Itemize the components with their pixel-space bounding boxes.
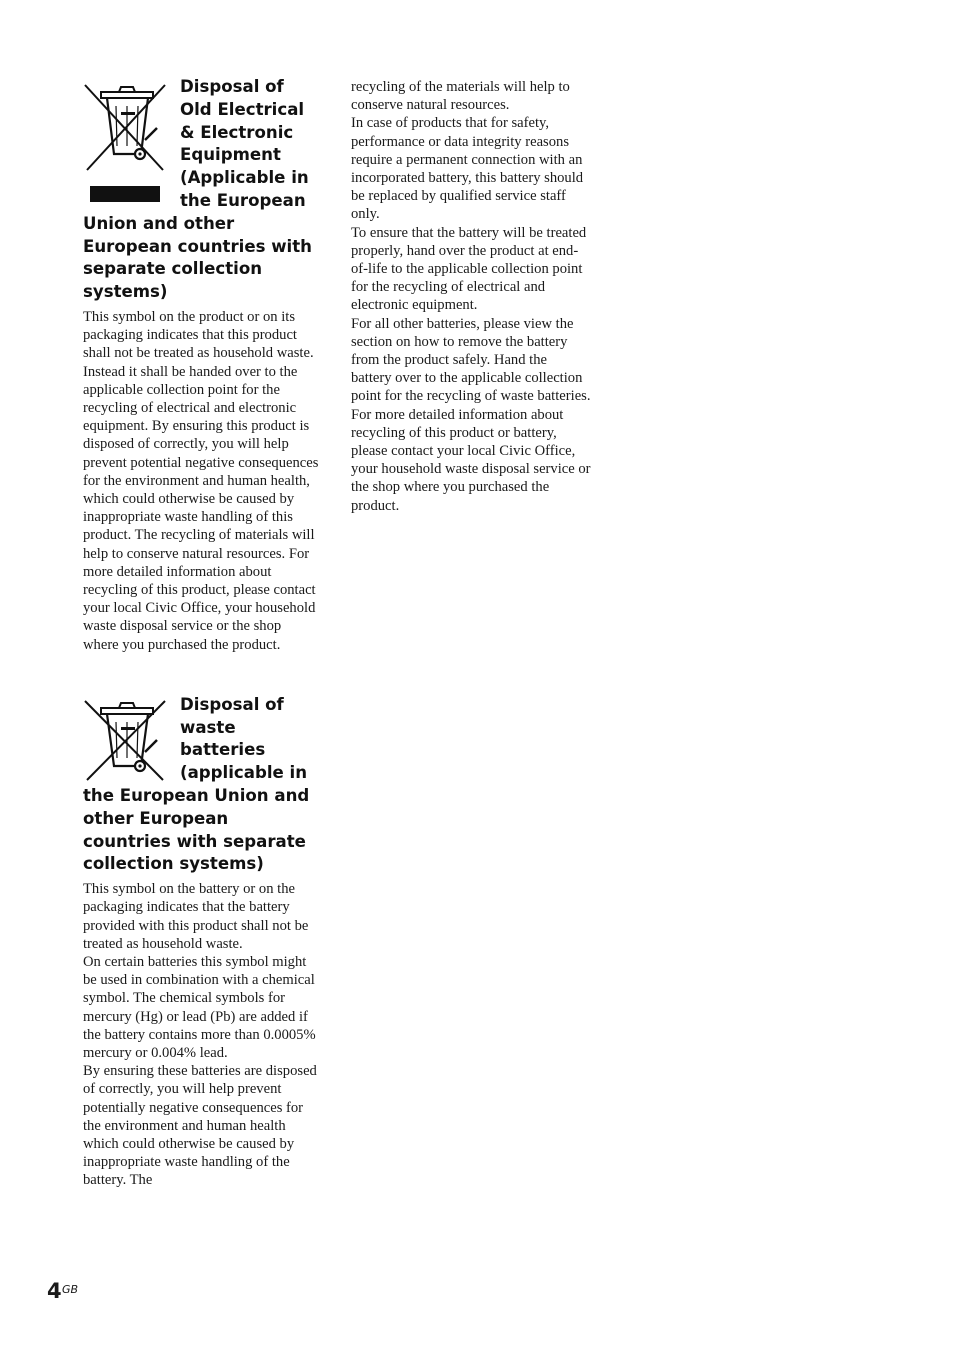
paragraph: recycling of the materials will help to conserve natural resources. xyxy=(351,79,570,114)
section-electrical-equipment xyxy=(83,76,319,654)
paragraph: By ensuring these batteries are disposed of correctly, you will help prevent potentially negative consequences for the environment and human health which could otherwise be caused by inappropriate waste handling of the battery. The xyxy=(83,1063,317,1189)
section-heading: Disposal of waste batteries (applicable in the European Union and other European countries with separate collection systems) xyxy=(83,694,310,874)
paragraph: For all other batteries, please view the section on how to remove the battery from the product safely. Hand the battery over to the applicable collection point for the recycling of waste batteries. xyxy=(351,315,591,405)
paragraph: In case of products that for safety, performance or data integrity reasons require a permanent connection with an incorporated battery, this battery should be replaced by qualified service staff only. xyxy=(351,115,584,223)
section-heading: Disposal of Old Electrical & Electronic Equipment (Applicable in the European Union and other European countries with separate collection systems) xyxy=(83,77,312,302)
paragraph: This symbol on the battery or on the packaging indicates that the battery provided with this product shall not be treated as household waste. xyxy=(83,881,309,952)
page-number: 4 xyxy=(47,1279,62,1303)
right-column xyxy=(351,78,591,515)
left-column xyxy=(83,76,319,1190)
paragraph: For more detailed information about recycling of this product or battery, please contact your local Civic Office, your household waste disposal service or the shop where you purchased the product. xyxy=(351,406,591,514)
paragraph: On certain batteries this symbol might be used in combination with a chemical symbol. The chemical symbols for mercury (Hg) or lead (Pb) are added if the battery contains more than 0.0005% mercury or 0.004% lead. xyxy=(83,954,316,1062)
section-body: This symbol on the product or on its packaging indicates that this product shall not be treated as household waste. Instead it shall be handed over to the applicable collection point for the recycling of electrical and electronic equipment. By ensuring this product is disposed of correctly, you will help prevent potential negative consequences for the environment and human health, which could otherwise be caused by inappropriate waste handling of this product. The recycling of materials will help to conserve natural resources. For more detailed information about recycling of this product, please contact your local Civic Office, your household waste disposal service or the shop where you purchased the product. xyxy=(83,308,319,653)
crossed-out-wheeled-bin-icon xyxy=(83,76,168,202)
crossed-out-wheeled-bin-icon xyxy=(83,694,168,784)
section-body xyxy=(83,876,319,1189)
page-language-suffix: GB xyxy=(62,1283,79,1296)
section-waste-batteries xyxy=(83,694,319,1190)
paragraph: To ensure that the battery will be treated properly, hand over the product at end-of-life to the applicable collection point for the recycling of electrical and electronic equipment. xyxy=(351,224,587,314)
